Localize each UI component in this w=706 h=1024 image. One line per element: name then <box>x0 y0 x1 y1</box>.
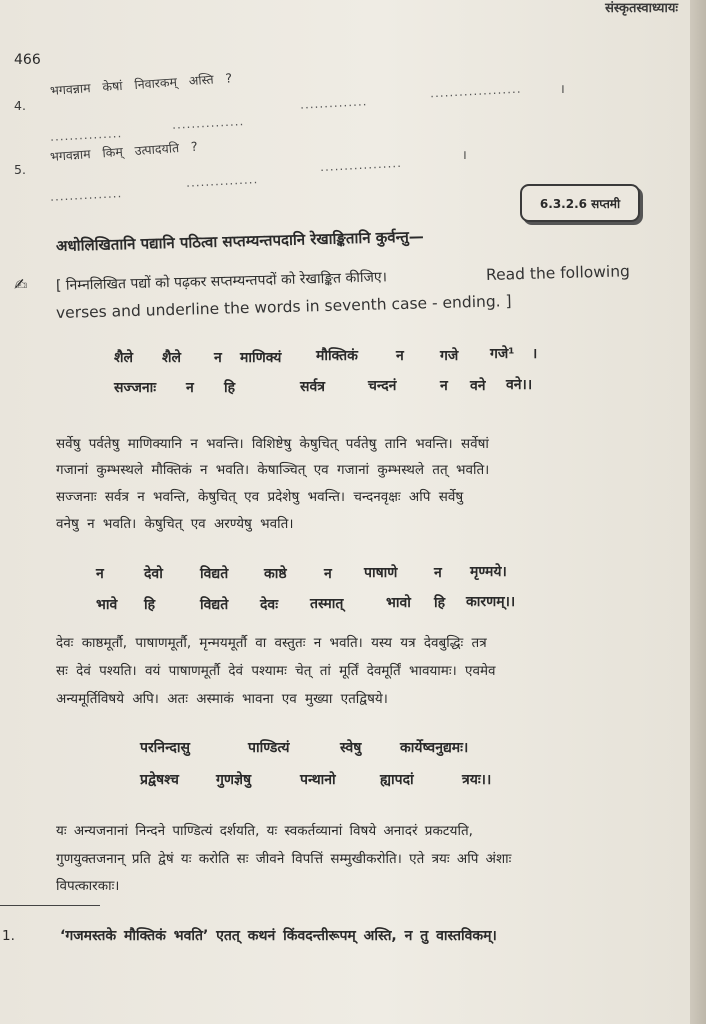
prose-line: विपत्कारकाः। <box>56 878 120 894</box>
verse-word: वने।। <box>506 377 533 393</box>
verse-word: सर्वत्र <box>300 379 325 395</box>
page-number: 466 <box>14 52 41 68</box>
question-number: 4. <box>14 98 26 113</box>
question-text: भगवन्नाम केषां निवारकम् अस्ति ? <box>49 70 233 98</box>
question-text: भगवन्नाम किम् उत्पादयति ? <box>49 138 199 164</box>
verse-word: भावे <box>96 597 118 613</box>
answer-blank: ................. <box>319 155 403 175</box>
verse-word: न <box>324 566 332 582</box>
answer-blank: ............... <box>171 114 245 132</box>
prose-line: सः देवं पश्यति। वयं पाषाणमूर्तौ देवं पश्यामः चेत् तां मूर्तिं देवमूर्तिं भावयामः। एवमेव <box>56 663 496 679</box>
prose-line: गजानां कुम्भस्थले मौक्तिकं न भवति। केषाञ्चित् एव गजानां कुम्भस्थले तत् भवति। <box>56 462 490 478</box>
prose-line: वनेषु न भवति। केषुचित् एव अरण्येषु भवति। <box>56 516 294 532</box>
verse-word: परनिन्दासु <box>140 740 190 756</box>
verse-word: । <box>532 346 538 362</box>
verse-word: स्वेषु <box>340 740 362 756</box>
verse-word: मौक्तिकं <box>316 348 358 364</box>
prose-line: देवः काष्ठमूर्तौ, पाषाणमूर्तौ, मृन्मयमूर्तौ वा वस्तुतः न भवति। यस्य यत्र देवबुद्धिः तत्र <box>56 635 487 651</box>
verse-word: न <box>396 348 404 364</box>
verse-word: त्रयः।। <box>462 772 492 788</box>
verse-word: गुणज्ञेषु <box>216 772 252 788</box>
instruction-english-1: Read the following <box>485 262 631 284</box>
running-header: संस्कृतस्वाध्यायः <box>605 1 678 16</box>
pen-icon: ✍ <box>14 275 28 294</box>
section-label: 6.3.2.6 सप्तमी <box>520 184 640 222</box>
prose-line: सर्वेषु पर्वतेषु माणिक्यानि न भवन्ति। विशिष्टेषु केषुचित् पर्वतेषु तानि भवन्ति। सर्वेषां <box>56 436 489 452</box>
verse-word: हि <box>434 595 446 611</box>
verse-word: विद्यते <box>200 597 229 613</box>
answer-blank: ................... <box>429 81 522 101</box>
verse-word: माणिक्यं <box>240 350 282 366</box>
verse-word: न <box>96 566 104 582</box>
prose-line: यः अन्यजनानां निन्दने पाण्डित्यं दर्शयति, यः स्वकर्तव्यानां विषये अनादरं प्रकटयति, <box>56 823 473 839</box>
instruction-hindi: [ निम्नलिखित पद्यों को पढ़कर सप्तम्यन्तपदों को रेखाङ्कित कीजिए। <box>55 269 388 294</box>
answer-blank: ............... <box>49 126 123 144</box>
verse-word: न <box>186 380 194 396</box>
instruction-title: अधोलिखितानि पद्यानि पठित्वा सप्तम्यन्तपदानि रेखाङ्कितानि कुर्वन्तु— <box>55 227 425 255</box>
verse-word: हि <box>144 597 156 613</box>
answer-blank: ............... <box>49 186 123 204</box>
verse-word: कारणम्।। <box>466 594 516 610</box>
verse-word: देवो <box>144 566 163 582</box>
verse-word: शैले <box>114 350 134 366</box>
verse-word: भावो <box>386 595 411 611</box>
page-edge-shadow <box>690 0 706 1024</box>
prose-line: अन्यमूर्तिविषये अपि। अतः अस्माकं भावना एव मुख्या एतद्विषये। <box>56 691 388 707</box>
verse-word: प्रद्वेषश्च <box>140 772 179 788</box>
verse-word: पाषाणे <box>364 565 398 581</box>
verse-word: ह्यापदां <box>380 772 414 788</box>
prose-line: गुणयुक्तजनान् प्रति द्वेषं यः करोति सः जीवने विपत्तिं सम्मुखीकरोति। एते त्रयः अपि अंशाः <box>56 851 512 867</box>
verse-word: शैले <box>162 350 182 366</box>
verse-word: गजे <box>440 348 459 364</box>
verse-word: पन्थानो <box>300 772 336 788</box>
verse-word: काष्ठे <box>264 566 287 582</box>
verse-word: न <box>440 378 448 394</box>
instruction-english-2: verses and underline the words in seventh case - ending. ] <box>55 292 512 322</box>
verse-word: हि <box>224 380 236 396</box>
verse-word: देवः <box>260 597 279 613</box>
verse-word: विद्यते <box>200 566 229 582</box>
verse-word: वने <box>470 378 486 394</box>
danda: । <box>560 81 565 96</box>
verse-word: सज्जनाः <box>114 380 157 396</box>
verse-word: गजे¹ <box>490 346 515 362</box>
answer-blank: ............... <box>185 172 259 190</box>
footnote-text: ‘गजमस्तके मौक्तिकं भवति’ एतत् कथनं किंवदन्तीरूपम् अस्ति, न तु वास्तविकम्। <box>60 928 497 944</box>
verse-word: पाण्डित्यं <box>248 740 290 756</box>
question-number: 5. <box>14 162 26 177</box>
verse-word: मृण्मये। <box>470 564 507 580</box>
answer-blank: .............. <box>299 94 368 112</box>
footnote-rule <box>0 905 100 906</box>
verse-word: कार्येष्वनुद्यमः। <box>400 740 469 756</box>
footnote-number: 1. <box>2 928 15 944</box>
verse-word: न <box>214 350 222 366</box>
verse-word: चन्दनं <box>368 378 397 394</box>
danda: । <box>462 147 467 162</box>
verse-word: तस्मात् <box>310 596 344 612</box>
verse-word: न <box>434 565 442 581</box>
prose-line: सज्जनाः सर्वत्र न भवन्ति, केषुचित् एव प्रदेशेषु भवन्ति। चन्दनवृक्षः अपि सर्वेषु <box>56 489 464 505</box>
